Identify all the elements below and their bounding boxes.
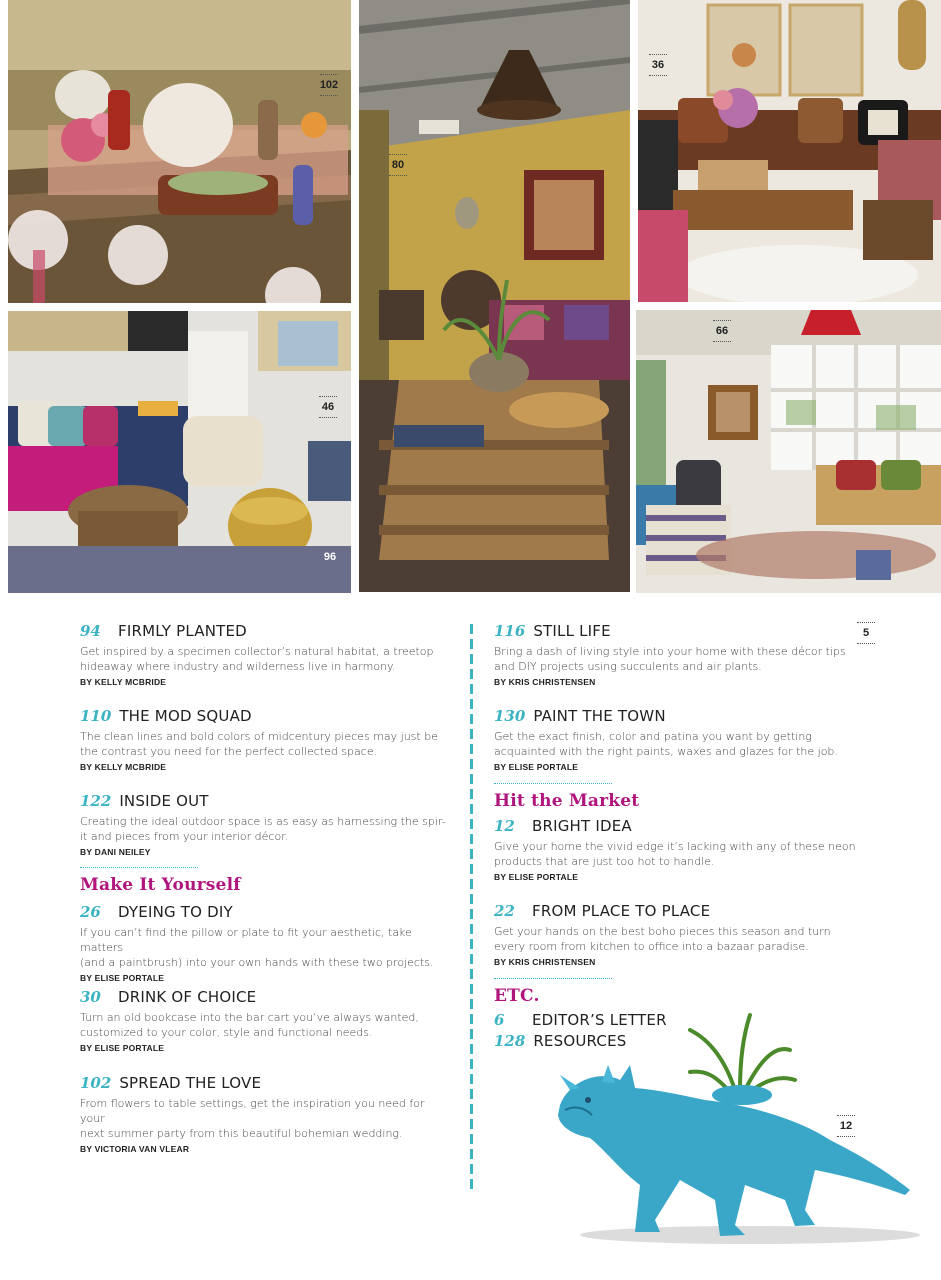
toc-byline: BY KRIS CHRISTENSEN xyxy=(494,677,596,687)
page-number-label: 80 xyxy=(391,159,405,171)
photo-page-number xyxy=(316,396,340,418)
toc-description: From flowers to table settings, get the inspiration you need for your next summer party from this beautiful bohemian wedding. xyxy=(80,1097,425,1140)
toc-description: Give your home the vivid edge it’s lacking with any of these neon products that are just too hot to handle. xyxy=(494,840,856,868)
photo-outdoor-table-image xyxy=(8,0,351,303)
dinosaur-planter-image xyxy=(530,1010,920,1250)
toc-title: INSIDE OUT xyxy=(119,792,209,810)
photo-page-number xyxy=(314,74,344,96)
toc-entry[interactable] xyxy=(494,817,864,882)
folio-label: 5 xyxy=(862,627,870,639)
toc-byline: BY DANI NEILEY xyxy=(80,847,151,857)
dots-divider xyxy=(389,175,407,176)
page-number-label: 66 xyxy=(715,325,729,337)
toc-byline: BY KRIS CHRISTENSEN xyxy=(494,957,596,967)
toc-description: Turn an old bookcase into the bar cart you’ve always wanted, customized to your color, style and functional needs. xyxy=(80,1011,419,1039)
toc-entry[interactable] xyxy=(494,622,864,687)
dots-divider xyxy=(713,320,731,321)
toc-page-number: 110 xyxy=(80,707,112,725)
toc-description: Get your hands on the best boho pieces this season and turn every room from kitchen to office into a bazaar paradise. xyxy=(494,925,831,953)
column-divider xyxy=(470,624,473,1194)
toc-title: DYEING TO DIY xyxy=(118,903,233,921)
photo-page-number xyxy=(646,54,670,76)
dino-page-number xyxy=(836,1115,856,1137)
toc-description: The clean lines and bold colors of midcentury pieces may just be the contrast you need for the perfect collected space. xyxy=(80,730,438,758)
toc-page-number: 94 xyxy=(80,622,101,640)
toc-page-number: 122 xyxy=(80,792,112,810)
photo-living-room-sofa xyxy=(638,0,941,302)
toc-page-number: 130 xyxy=(494,707,526,725)
toc-page-number: 12 xyxy=(494,817,515,835)
toc-entry[interactable] xyxy=(80,622,450,687)
section-heading: Hit the Market xyxy=(494,791,640,811)
toc-description: If you can’t find the pillow or plate to fit your aesthetic, take matters (and a paintbrush) into your own hands with these two projects. xyxy=(80,926,434,969)
toc-page-number: 22 xyxy=(494,902,515,920)
toc-page-number: 30 xyxy=(80,988,101,1006)
toc-byline: BY ELISE PORTALE xyxy=(494,762,579,772)
photo-loft-interior xyxy=(359,0,630,592)
toc-page-number: 128 xyxy=(494,1032,526,1050)
toc-title: BRIGHT IDEA xyxy=(532,817,632,835)
toc-title: RESOURCES xyxy=(533,1032,627,1050)
toc-title: FIRMLY PLANTED xyxy=(118,622,247,640)
section-divider xyxy=(494,783,612,784)
photo-bright-windows-room-image xyxy=(636,310,941,593)
toc-entry[interactable] xyxy=(494,902,864,967)
dots-divider xyxy=(649,54,667,55)
dots-divider xyxy=(320,74,338,75)
toc-entry[interactable] xyxy=(80,988,450,1053)
toc-page-number: 102 xyxy=(80,1074,112,1092)
toc-page-number: 116 xyxy=(494,622,526,640)
dots-divider xyxy=(837,1136,855,1137)
toc-title: STILL LIFE xyxy=(533,622,611,640)
dino-page-label: 12 xyxy=(839,1120,853,1132)
toc-entry[interactable] xyxy=(80,792,450,857)
toc-description: Get inspired by a specimen collector’s natural habitat, a treetop hideaway where industry and wilderness live in harmony. xyxy=(80,645,434,673)
toc-title: DRINK OF CHOICE xyxy=(118,988,257,1006)
section-heading: ETC. xyxy=(494,986,540,1006)
photo-pink-sofa-room-image xyxy=(8,311,351,593)
page-number-label: 102 xyxy=(319,79,339,91)
toc-title: PAINT THE TOWN xyxy=(533,707,666,725)
toc-description: Get the exact finish, color and patina you want by getting acquainted with the right paints, waxes and glazes for the job. xyxy=(494,730,838,758)
photo-pink-sofa-room xyxy=(8,311,351,593)
toc-entry[interactable] xyxy=(80,707,450,772)
toc-title: FROM PLACE TO PLACE xyxy=(532,902,711,920)
page-number-label: 96 xyxy=(323,551,337,563)
toc-byline: BY KELLY MCBRIDE xyxy=(80,677,167,687)
toc-entry[interactable] xyxy=(494,707,864,772)
dots-divider xyxy=(319,396,337,397)
toc-page-number: 6 xyxy=(494,1011,505,1029)
photo-loft-interior-image xyxy=(359,0,630,592)
dots-divider xyxy=(320,95,338,96)
photo-outdoor-table xyxy=(8,0,351,303)
toc-page-number: 26 xyxy=(80,903,101,921)
toc-description: Bring a dash of living style into your home with these décor tips and DIY projects using succulents and air plants. xyxy=(494,645,846,673)
section-divider xyxy=(80,867,198,868)
photo-page-number xyxy=(385,154,411,176)
dots-divider xyxy=(389,154,407,155)
dots-divider xyxy=(713,341,731,342)
toc-byline: BY ELISE PORTALE xyxy=(80,1043,165,1053)
toc-title: EDITOR’S LETTER xyxy=(532,1011,667,1029)
dots-divider xyxy=(649,75,667,76)
toc-title: SPREAD THE LOVE xyxy=(119,1074,262,1092)
toc-byline: BY KELLY MCBRIDE xyxy=(80,762,167,772)
toc-byline: BY ELISE PORTALE xyxy=(494,872,579,882)
page-number-label: 46 xyxy=(321,401,335,413)
section-divider xyxy=(494,978,612,979)
dots-divider xyxy=(319,417,337,418)
dots-divider xyxy=(837,1115,855,1116)
toc-byline: BY VICTORIA VAN VLEAR xyxy=(80,1144,190,1154)
photo-page-number xyxy=(710,320,734,342)
toc-byline: BY ELISE PORTALE xyxy=(80,973,165,983)
toc-description: Creating the ideal outdoor space is as easy as harnessing the spir- it and pieces from your interior décor. xyxy=(80,815,446,843)
photo-bright-windows-room xyxy=(636,310,941,593)
toc-title: THE MOD SQUAD xyxy=(119,707,252,725)
photo-living-room-sofa-image xyxy=(638,0,941,302)
toc-entry[interactable] xyxy=(80,903,450,983)
page-number-label: 36 xyxy=(651,59,665,71)
photo-page-number xyxy=(318,551,342,563)
toc-entry[interactable] xyxy=(80,1074,450,1154)
section-heading: Make It Yourself xyxy=(80,875,241,895)
